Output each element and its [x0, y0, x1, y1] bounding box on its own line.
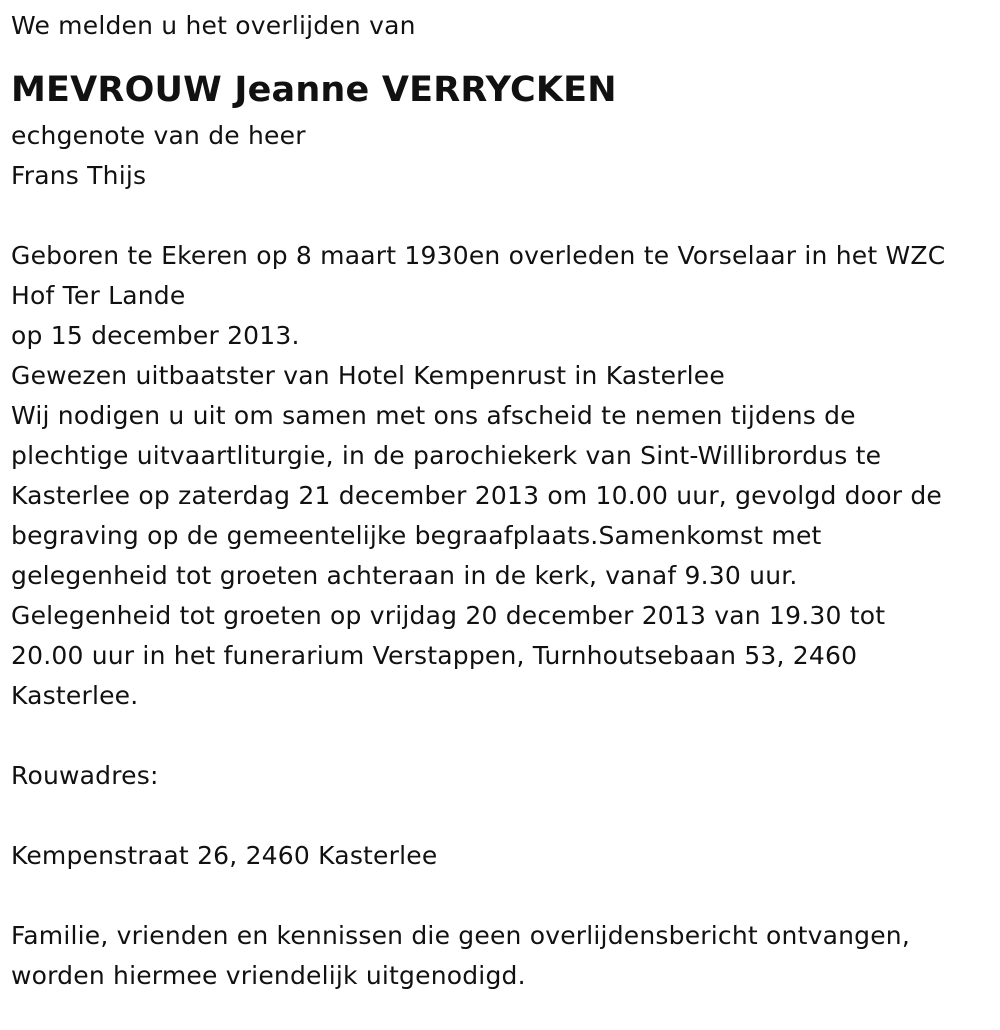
detail-line-1: Geboren te Ekeren op 8 maart 1930en overleden te Vorselaar in het WZC — [11, 241, 946, 270]
spacer — [11, 876, 1000, 916]
detail-line-9: gelegenheid tot groeten achteraan in de kerk, vanaf 9.30 uur. — [11, 561, 798, 590]
detail-line-11: 20.00 uur in het funerarium Verstappen, Turnhoutsebaan 53, 2460 — [11, 641, 858, 670]
spacer — [11, 196, 1000, 236]
detail-line-2: Hof Ter Lande — [11, 281, 186, 310]
detail-line-4: Gewezen uitbaatster van Hotel Kempenrust in Kasterlee — [11, 361, 725, 390]
spacer — [11, 796, 1000, 836]
spouse-line-2: Frans Thijs — [11, 161, 147, 190]
deceased-name: MEVROUW Jeanne VERRYCKEN — [11, 70, 617, 110]
intro-text: We melden u het overlijden van — [11, 11, 416, 40]
address-label: Rouwadres: — [11, 761, 159, 790]
mourning-address: Kempenstraat 26, 2460 Kasterlee — [11, 841, 438, 870]
detail-line-10: Gelegenheid tot groeten op vrijdag 20 december 2013 van 19.30 tot — [11, 601, 886, 630]
detail-line-6: plechtige uitvaartliturgie, in de parochiekerk van Sint-Willibrordus te — [11, 441, 882, 470]
spouse-line-1: echgenote van de heer — [11, 121, 306, 150]
detail-line-3: op 15 december 2013. — [11, 321, 300, 350]
closing-line-1: Familie, vrienden en kennissen die geen overlijdensbericht ontvangen, — [11, 921, 910, 950]
closing-line-2: worden hiermee vriendelijk uitgenodigd. — [11, 961, 526, 990]
spacer — [11, 716, 1000, 756]
detail-line-5: Wij nodigen u uit om samen met ons afscheid te nemen tijdens de — [11, 401, 856, 430]
detail-line-8: begraving op de gemeentelijke begraafplaats.Samenkomst met — [11, 521, 822, 550]
detail-line-7: Kasterlee op zaterdag 21 december 2013 om 10.00 uur, gevolgd door de — [11, 481, 943, 510]
detail-line-12: Kasterlee. — [11, 681, 139, 710]
